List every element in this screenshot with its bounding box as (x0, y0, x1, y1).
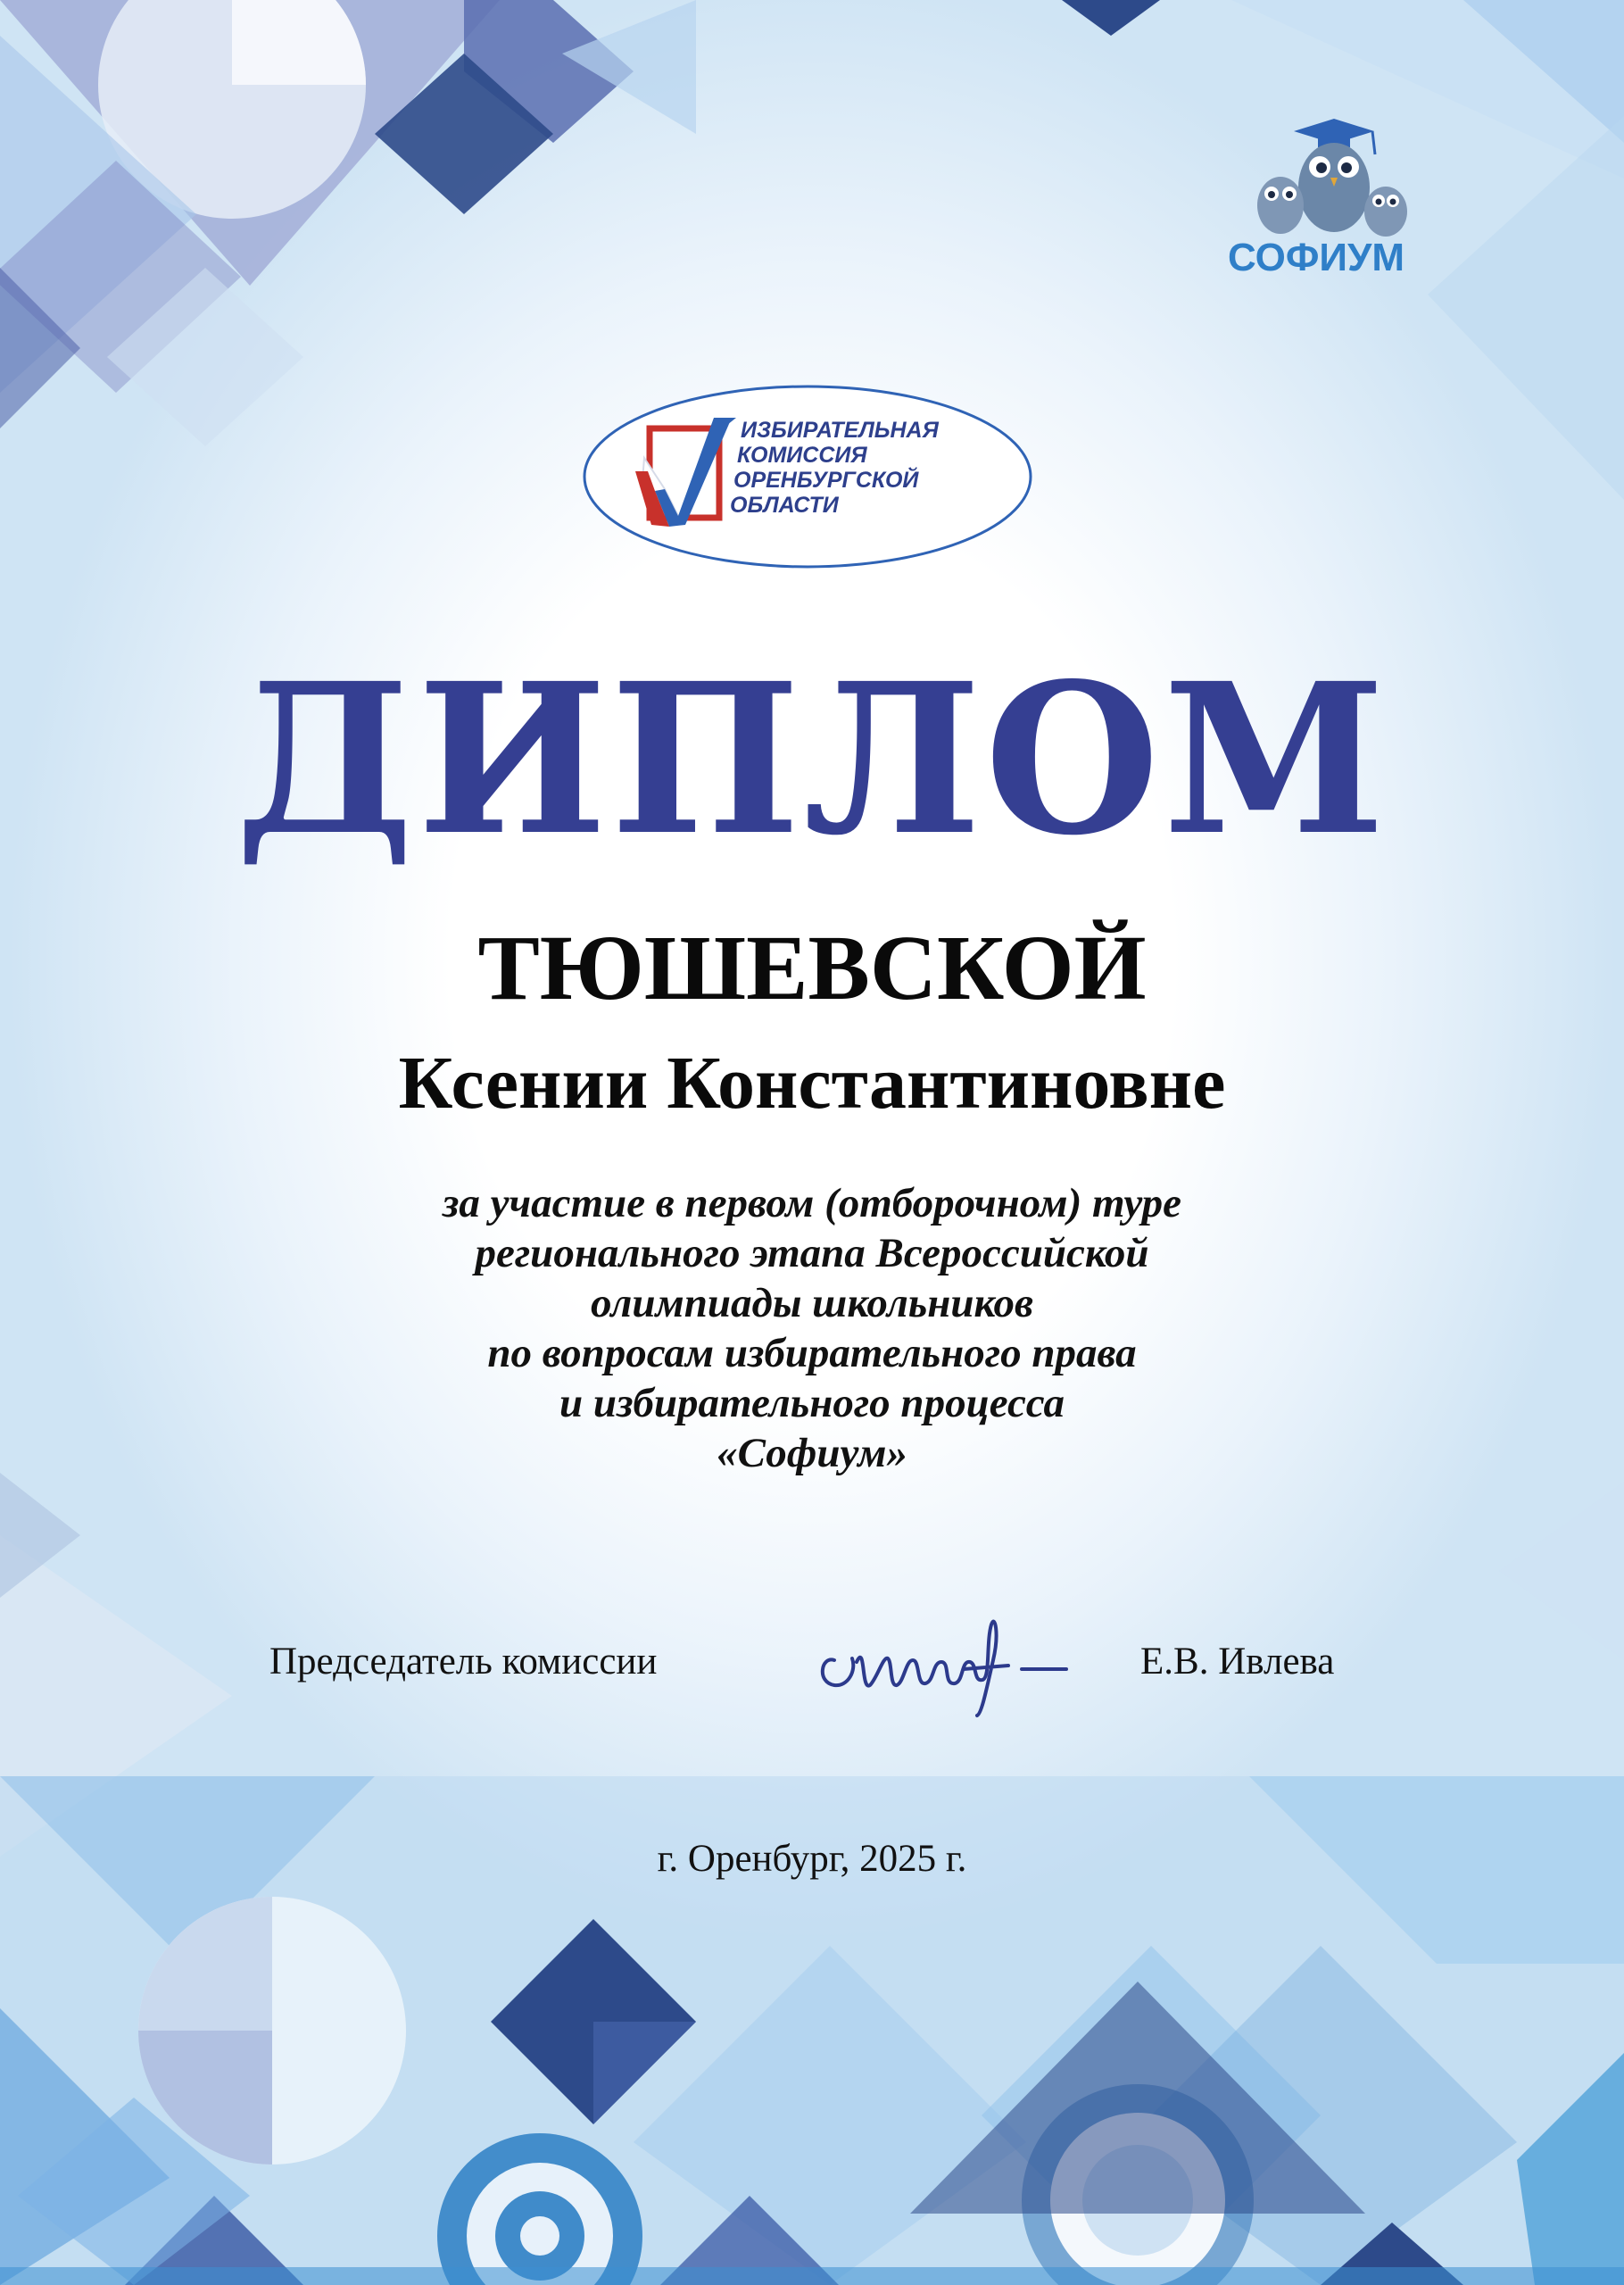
commission-line-4: ОБЛАСТИ (730, 493, 839, 518)
reason-line: олимпиады школьников (590, 1280, 1034, 1326)
commission-logo (580, 382, 1035, 571)
award-reason (0, 1178, 1624, 1478)
diploma-title: ДИПЛОМ (235, 637, 1389, 881)
reason-line: по вопросам избирательного права (487, 1330, 1137, 1376)
commission-line-1: ИЗБИРАТЕЛЬНАЯ (741, 418, 939, 443)
reason-line: за участие в первом (отборочном) туре (443, 1180, 1181, 1226)
place-and-date: г. Оренбург, 2025 г. (657, 1838, 967, 1880)
commission-line-2: КОМИССИЯ (737, 443, 867, 468)
reason-line: и избирательного процесса (559, 1380, 1065, 1426)
reason-line: «Софиум» (717, 1430, 907, 1476)
commission-line-3: ОРЕНБУРГСКОЙ (733, 468, 919, 493)
recipient-given-names: Ксении Константиновне (398, 1042, 1226, 1125)
handwritten-signature (808, 1607, 1075, 1723)
reason-line: регионального этапа Всероссийской (475, 1230, 1149, 1276)
sofium-logo (1209, 112, 1423, 281)
signatory-position: Председатель комиссии (269, 1641, 658, 1683)
sofium-logo-text: СОФИУМ (1227, 236, 1405, 279)
signatory-name: Е.В. Ивлева (1140, 1641, 1335, 1683)
recipient-surname: ТЮШЕВСКОЙ (477, 917, 1147, 1019)
